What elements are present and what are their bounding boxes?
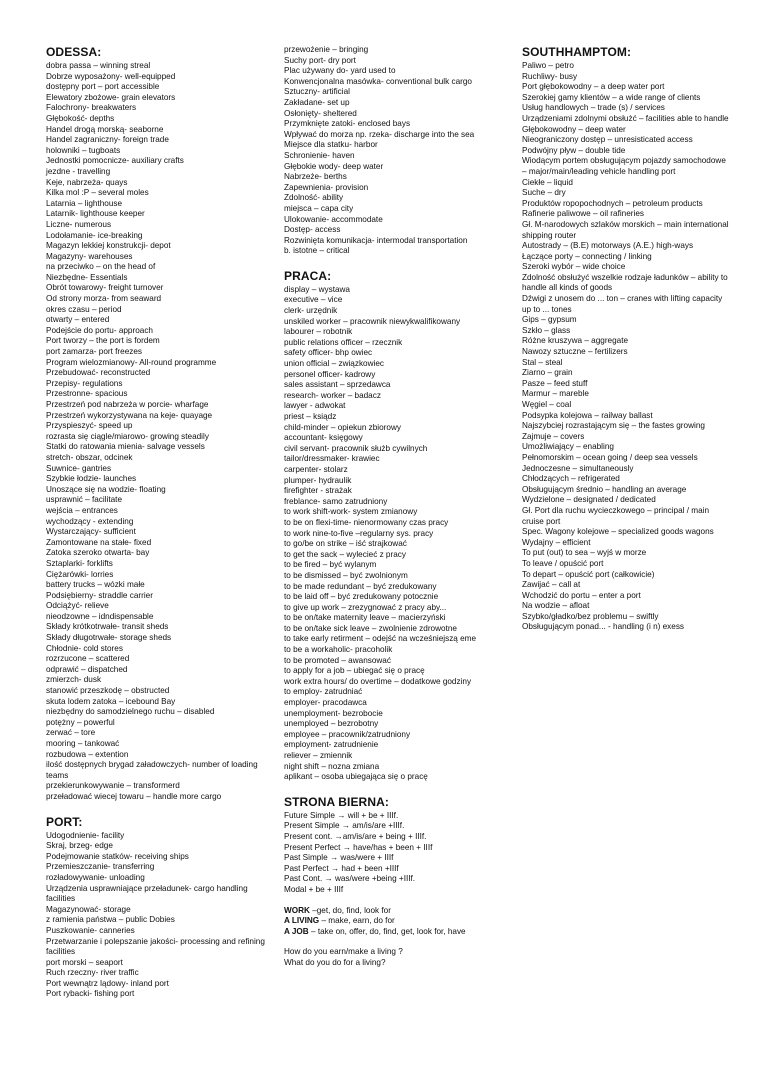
vocab-entry: wychodzący - extending	[46, 516, 134, 526]
vocab-entry: to be on/take sick leave – zwolnienie zdrowotne	[284, 623, 457, 633]
vocab-entry: To put (out) to sea – wyjś w morze	[522, 548, 647, 558]
vocab-entry: Stal – steal	[522, 357, 563, 367]
vocab-entry: Szybko/gładko/bez problemu – swiftly	[522, 611, 659, 621]
vocab-entry: Statki do ratowania mienia- salvage vessels	[46, 442, 205, 452]
vocab-entry: z ramienia państwa – public Dobies	[46, 915, 175, 925]
vocab-entry: personel officer- kadrowy	[284, 369, 376, 379]
vocab-entry: Urządzeniami zdolnymi obsłużć – facilities able to handle	[522, 113, 729, 123]
vocab-entry: Nabrzeże- berths	[284, 172, 347, 182]
vocab-entry: rozrasta się ciągle/miarowo- growing steadily	[46, 431, 209, 441]
vocab-entry: Szybkie łodzie- launches	[46, 474, 137, 484]
vocab-entry: tailor/dressmaker- krawiec	[284, 454, 380, 464]
vocab-entry: labourer – robotnik	[284, 327, 353, 337]
vocab-entry: Głębokie wody- deep water	[284, 161, 384, 171]
vocab-entry: to be on flexi-time- nienormowany czas pracy	[284, 517, 449, 527]
vocab-entry: Podejmowanie statków- receiving ships	[46, 851, 189, 861]
vocab-entry: Dobrze wyposażony- well-equipped	[46, 71, 176, 81]
vocab-entry: Keje, nabrzeża- quays	[46, 177, 128, 187]
vocab-entry: Modal + be + IIIf	[284, 884, 344, 894]
vocab-entry: To leave / opuścić port	[522, 558, 604, 568]
collocation-keyword: A JOB	[284, 926, 309, 936]
vocab-entry: Pasze – feed stuff	[522, 378, 588, 388]
vocab-entry: Ziarno – grain	[522, 368, 573, 378]
collocation-keyword: A LIVING	[284, 916, 320, 926]
vocab-entry: zerwać – tore	[46, 728, 96, 738]
vocab-entry: to go/be on strike – iść strajkować	[284, 539, 407, 549]
vocab-entry: Przestronne- spacious	[46, 389, 128, 399]
vocab-entry: Podejście do portu- approach	[46, 325, 153, 335]
vocab-entry: Magazynować- storage	[46, 904, 131, 914]
vocab-entry: Port wewnątrz lądowy- inland port	[46, 978, 169, 988]
vocab-entry: Port rybacki- fishing port	[46, 989, 135, 999]
vocab-entry: Present cont. →am/is/are + being + IIIf.	[284, 831, 427, 841]
vocab-entry: Składy krótkotrwałe- transit sheds	[46, 622, 169, 632]
vocab-entry: Unoszące się na wodzie- floating	[46, 484, 166, 494]
vocab-list-southhamptom	[522, 61, 732, 633]
vocab-entry: Ulokowanie- accommodate	[284, 214, 383, 224]
vocab-entry: Autostrady – (B.E) motorways (A.E.) high-ways	[522, 241, 694, 251]
vocab-entry: Głębokość- depths	[46, 113, 115, 123]
vocab-entry: Zapewnienia- provision	[284, 182, 369, 192]
vocab-entry: Lodołamanie- ice-breaking	[46, 230, 143, 240]
vocab-entry: skuta lodem zatoka – icebound Bay	[46, 696, 176, 706]
vocab-entry: to be laid off – być zredukowany potocznie	[284, 592, 439, 602]
collocation-keyword: WORK	[284, 905, 310, 915]
vocab-list-odessa	[46, 61, 271, 803]
vocab-entry: Zatoka szeroko otwarta- bay	[46, 548, 150, 558]
vocab-entry: Zdolność- ability	[284, 193, 344, 203]
vocab-entry: Przetwarzanie i polepszanie jakości- processing and refining facilities	[46, 936, 265, 957]
vocab-entry: ilość dostępnych brygad załadowczych- number of loading teams	[46, 760, 258, 780]
vocab-entry: Wiodącym portem obsługującym pojazdy samochodowe – major/main/leading vehicle handling port	[522, 156, 726, 176]
vocab-entry: to work shift-work- system zmianowy	[284, 507, 418, 517]
vocab-entry: Handel drogą morską- seaborne	[46, 124, 164, 134]
vocab-entry: freblance- samo zatrudniony	[284, 496, 388, 506]
vocab-entry: Przepisy- regulations	[46, 378, 123, 388]
vocab-entry: Chłodnie- cold stores	[46, 643, 123, 653]
vocab-entry: Jednoczesne – simultaneously	[522, 463, 634, 473]
vocab-entry: Spec. Wagony kolejowe – specialized goods wagons	[522, 527, 714, 537]
vocab-entry: Present Perfect → have/has + been + IIIf	[284, 842, 433, 852]
vocab-entry: Obsługującym ponad... - handling (i n) exess	[522, 622, 685, 632]
vocab-entry: Elewatory zbożowe- grain elevators	[46, 92, 176, 102]
vocab-entry: to take early retirment – odejść na wcześniejszą eme	[284, 634, 477, 644]
vocab-entry: miejsca – capa city	[284, 203, 354, 213]
vocab-entry: to be a workaholic- pracoholik	[284, 645, 393, 655]
vocab-entry: Present Simple → am/is/are +IIIf.	[284, 821, 405, 831]
vocab-entry: employer- pracodawca	[284, 698, 367, 708]
vocab-entry: Port głębokowodny – a deep water port	[522, 82, 665, 92]
vocab-entry: to employ- zatrudniać	[284, 687, 363, 697]
vocab-entry: Program wielozmianowy- All-round programme	[46, 357, 217, 367]
vocab-entry: Rozwinięta komunikacja- intermodal transportation	[284, 235, 468, 245]
vocab-entry: sales assistant – sprzedawca	[284, 380, 391, 390]
vocab-entry: niezbędny do samodzielnego ruchu – disabled	[46, 707, 215, 717]
vocab-entry: to be made redundant – być zredukowany	[284, 581, 437, 591]
vocab-entry: Różne kruszywa – aggregate	[522, 336, 629, 346]
vocab-entry: Suwnice- gantries	[46, 463, 112, 473]
vocab-entry: Obsługującym średnio – handling an average	[522, 484, 687, 494]
vocab-entry: holowniki – tugboats	[46, 145, 121, 155]
vocab-entry: port zamarza- port freezes	[46, 347, 143, 357]
vocab-entry: Liczne- numerous	[46, 219, 112, 229]
vocab-entry: Ciekłe – liquid	[522, 177, 573, 187]
vocab-entry: Puszkowanie- canneries	[46, 925, 135, 935]
vocab-entry: Przestrzeń pod nabrzeża w porcie- wharfage	[46, 400, 209, 409]
vocab-entry: Latarnik- lighthouse keeper	[46, 209, 145, 219]
vocab-entry: Jednostki pomocnicze- auxiliary crafts	[46, 156, 184, 166]
vocab-entry: Podwójny pływ – double tide	[522, 145, 626, 155]
vocab-entry: b. istotne – critical	[284, 246, 350, 256]
column-left	[46, 45, 271, 1000]
vocab-entry: civil servant- pracownik służb cywilnych	[284, 443, 428, 453]
vocab-entry: Przemieszczanie- transferring	[46, 862, 155, 872]
vocab-entry: Przestrzeń wykorzystywana na keje- quayage	[46, 410, 213, 420]
column-middle	[284, 45, 484, 969]
vocab-entry: Ciężarówki- lorries	[46, 569, 114, 579]
vocab-entry: Szkło – glass	[522, 325, 571, 335]
vocab-entry: Gł. Port dla ruchu wycieczkowego – principal / main cruise port	[522, 505, 710, 526]
vocab-entry: Udogodnienie- facility	[46, 830, 125, 840]
vocab-entry: Najszybciej rozrastającym się – the fastes growing	[522, 421, 705, 431]
vocab-entry: What do you do for a living?	[284, 957, 386, 967]
vocab-entry: to work nine-to-five –regularny sys. pracy	[284, 528, 434, 538]
vocab-entry: Podsiębierny- straddle carrier	[46, 590, 153, 600]
vocab-entry: Wystarczający- sufficient	[46, 527, 136, 537]
vocab-entry: Falochrony- breakwaters	[46, 103, 137, 113]
section-title-praca: PRACA:	[284, 268, 332, 283]
vocab-entry: reliever – zmiennik	[284, 751, 353, 760]
vocab-entry: battery trucks – wózki małe	[46, 580, 145, 590]
vocab-entry: Wchodzić do portu – enter a port	[522, 590, 641, 600]
vocab-entry: Paliwo – petro	[522, 61, 574, 70]
vocab-entry: Przyspieszyć- speed up	[46, 421, 133, 431]
question-list	[284, 947, 484, 968]
vocab-entry: accountant- księgowy	[284, 433, 363, 443]
vocab-entry: employee – pracownik/zatrudniony	[284, 729, 411, 739]
vocab-entry: dobra passa – winning streal	[46, 61, 151, 70]
vocab-entry: Szerokiej gamy klientów – a wide range of clients	[522, 92, 701, 102]
vocab-entry: unskiled worker – pracownik niewykwalifikowany	[284, 316, 461, 326]
vocab-entry: przekierunkowywanie – transformerd	[46, 781, 180, 791]
vocab-entry: employment- zatrudnienie	[284, 740, 379, 750]
collocation-verbs: – take on, offer, do, find, get, look for, have	[308, 926, 466, 936]
section-title-southhamptom: SOUTHHAMPTOM:	[522, 45, 632, 59]
vocab-entry: Past Perfect → had + been +IIIf	[284, 863, 399, 873]
collocation-entry	[284, 916, 484, 927]
vocab-entry: lawyer - adwokat	[284, 401, 346, 411]
vocab-entry: To depart – opuścić port (całkowicie)	[522, 569, 655, 579]
vocab-entry: okres czasu – period	[46, 304, 122, 314]
vocab-entry: stretch- obszar, odcinek	[46, 452, 133, 462]
vocab-entry: Na wodzie – afloat	[522, 601, 590, 611]
vocab-entry: Przebudować- reconstructed	[46, 368, 151, 378]
vocab-entry: priest – ksiądz	[284, 412, 337, 421]
vocab-entry: to apply for a job – ubiegać się o pracę	[284, 666, 425, 676]
vocab-entry: Suchy port- dry port	[284, 55, 356, 65]
vocab-list-port	[46, 831, 271, 1001]
vocab-entry: Handel zagraniczny- foreign trade	[46, 135, 169, 145]
vocab-entry: Zamontowane na stałe- fixed	[46, 537, 152, 547]
vocab-entry: Przymknięte zatoki- enclosed bays	[284, 119, 411, 129]
vocab-entry: Zawijać – call at	[522, 580, 581, 590]
vocab-entry: Zajmuje – covers	[522, 431, 585, 441]
vocab-entry: research- worker – badacz	[284, 390, 381, 400]
collocation-entry	[284, 927, 484, 938]
vocab-entry: Sztuczny- artificial	[284, 87, 350, 97]
vocab-entry: Marmur – mareble	[522, 389, 589, 399]
vocab-entry: clerk- urzędnik	[284, 306, 338, 316]
vocab-entry: Nawozy sztuczne – fertilizers	[522, 347, 628, 357]
vocab-entry: Wpływać do morza np. rzeka- discharge into the sea	[284, 129, 475, 139]
vocab-entry: usprawnić – facilitate	[46, 495, 122, 505]
vocab-entry: plumper- hydraulik	[284, 475, 352, 485]
vocab-entry: Łączące porty – connecting / linking	[522, 251, 652, 261]
vocab-entry: night shift – nozna zmiana	[284, 761, 380, 771]
vocab-entry: carpenter- stolarz	[284, 464, 348, 474]
vocab-entry: przeładować wiecej towaru – handle more cargo	[46, 791, 222, 801]
vocab-entry: przewożenie – bringing	[284, 45, 369, 54]
vocab-entry: Wydajny – efficient	[522, 537, 591, 547]
vocab-entry: Dostęp- access	[284, 225, 341, 235]
vocab-entry: Gips – gypsum	[522, 315, 577, 325]
vocab-entry: Magazyny- warehouses	[46, 251, 133, 261]
vocab-entry: wejścia – entrances	[46, 505, 118, 515]
vocab-list-port-continued	[284, 45, 484, 257]
vocab-entry: port morski – seaport	[46, 957, 123, 967]
vocab-entry: Podsypka kolejowa – railway ballast	[522, 410, 653, 420]
collocation-verbs: – make, earn, do for	[319, 916, 395, 926]
vocab-entry: to give up work – zrezygnować z pracy aby...	[284, 602, 447, 612]
vocab-entry: Zdolność obsłużyć wszelkie rodzaje ładunków – ability to handle all kinds of goods	[522, 272, 728, 293]
vocab-entry: Latarnia – lighthouse	[46, 198, 123, 208]
vocab-entry: Głębokowodny – deep water	[522, 124, 626, 134]
vocab-entry: odprawić – dispatched	[46, 664, 128, 674]
vocab-entry: firefighter - strażak	[284, 486, 352, 496]
vocab-entry: Odciążyć- relieve	[46, 601, 109, 611]
vocab-entry: Składy długotrwałe- storage sheds	[46, 633, 172, 643]
vocab-entry: to get the sack – wylecieć z pracy	[284, 549, 406, 559]
vocab-list-praca	[284, 285, 484, 783]
vocab-entry: nieodzowne – idndispensable	[46, 611, 154, 621]
vocab-entry: potężny – powerful	[46, 717, 115, 727]
section-title-odessa: ODESSA:	[46, 45, 102, 59]
vocab-entry: Pełnomorskim – ocean going / deep sea vessels	[522, 452, 698, 462]
vocab-entry: to be dismissed – być zwolnionym	[284, 570, 408, 580]
vocab-entry: jezdne - travelling	[46, 166, 111, 176]
vocab-entry: Plac używany do- yard used to	[284, 66, 396, 76]
vocab-entry: Konwencjonalna masówka- conventional bulk cargo	[284, 76, 472, 86]
collocation-list	[284, 906, 484, 938]
vocab-entry: Skraj, brzeg- edge	[46, 841, 113, 851]
vocab-entry: Węgiel – coal	[522, 400, 572, 409]
section-title-port: PORT:	[46, 814, 83, 829]
vocab-entry: Ruchliwy- busy	[522, 71, 578, 81]
section-title-strona-bierna: STRONA BIERNA:	[284, 794, 389, 809]
vocab-entry: otwarty – entered	[46, 315, 110, 325]
vocab-entry: Suche – dry	[522, 188, 566, 198]
vocab-entry: Osłonięty- sheltered	[284, 108, 357, 118]
vocab-entry: Produktów ropopochodnych – petroleum products	[522, 198, 703, 208]
vocab-entry: Urządzenia usprawniające przeładunek- cargo handling facilities	[46, 883, 248, 904]
collocation-verbs: –get, do, find, look for	[309, 905, 391, 915]
vocab-entry: Obrót towarowy- freight turnover	[46, 283, 164, 293]
vocab-entry: dostępny port – port accessible	[46, 82, 160, 92]
vocab-entry: display – wystawa	[284, 284, 350, 294]
vocab-entry: Chłodzących – refrigerated	[522, 474, 620, 484]
vocab-entry: Sztaplarki- forklifts	[46, 558, 113, 568]
vocab-entry: Rafinerie paliwowe – oil rafineries	[522, 209, 644, 219]
vocab-entry: Magazyn lekkiej konstrukcji- depot	[46, 241, 171, 251]
vocab-entry: Umożliwiający – enabling	[522, 442, 614, 452]
vocab-entry: na przeciwko – on the head of	[46, 262, 156, 272]
vocab-entry: Past Cont. → was/were +being +IIIf.	[284, 874, 416, 884]
vocab-entry: Zakładane- set up	[284, 97, 350, 107]
vocab-entry: Nieograniczony dostęp – unresisticated access	[522, 135, 693, 145]
vocab-entry: public relations officer – rzecznik	[284, 337, 403, 347]
vocab-entry: safety officer- bhp owiec	[284, 348, 373, 358]
vocab-entry: work extra hours/ do overtime – dodatkowe godziny	[284, 676, 472, 686]
vocab-entry: Niezbędne- Essentials	[46, 272, 128, 282]
vocab-entry: Wydzielone – designated / dedicated	[522, 495, 656, 505]
vocab-entry: Ruch rzeczny- river traffic	[46, 968, 139, 978]
vocab-entry: Port tworzy – the port is fordem	[46, 336, 160, 346]
vocab-entry: to be fired – być wylanym	[284, 560, 377, 570]
vocab-entry: stanowić przeszkodę – obstructed	[46, 686, 170, 696]
vocab-entry: union official – związkowiec	[284, 359, 384, 369]
column-right	[522, 45, 732, 633]
vocab-entry: to be on/take maternity leave – macierzyński	[284, 613, 446, 623]
vocab-entry: Od strony morza- from seaward	[46, 294, 162, 304]
vocab-entry: Future Simple → will + be + IIIf.	[284, 810, 399, 820]
vocab-entry: Gł. M-narodowych szlaków morskich – main international shipping router	[522, 219, 729, 240]
vocab-entry: rozrzucone – scattered	[46, 654, 130, 664]
vocab-entry: zmierzch- dusk	[46, 675, 102, 685]
vocab-entry: Miejsce dla statku- harbor	[284, 140, 378, 150]
vocab-entry: mooring – tankować	[46, 739, 120, 748]
vocab-entry: executive – vice	[284, 295, 343, 305]
vocab-entry: How do you earn/make a living ?	[284, 947, 403, 957]
vocab-entry: rozładowywanie- unloading	[46, 872, 145, 882]
vocab-entry: aplikant – osoba ubiegająca się o pracę	[284, 772, 428, 782]
vocab-entry: to be promoted – awansować	[284, 655, 391, 665]
vocab-entry: Schronienie- haven	[284, 150, 355, 160]
vocab-entry: Kilka mol :P – several moles	[46, 188, 149, 198]
vocab-entry: Szeroki wybór – wide choice	[522, 262, 626, 272]
vocab-entry: Usług handlowych – trade (s) / services	[522, 103, 665, 113]
vocab-entry: unemployed – bezrobotny	[284, 719, 379, 729]
collocation-entry	[284, 906, 484, 917]
vocab-entry: Dźwigi z unosem do ... ton – cranes with lifting capacity up to ... tones	[522, 294, 723, 314]
vocab-entry: unemployment- bezrobocie	[284, 708, 383, 718]
vocab-entry: Past Simple → was/were + IIIf	[284, 853, 394, 863]
passive-voice-list	[284, 811, 484, 896]
vocab-entry: child-minder – opiekun zbiorowy	[284, 422, 401, 432]
vocab-entry: rozbudowa – extention	[46, 749, 129, 759]
